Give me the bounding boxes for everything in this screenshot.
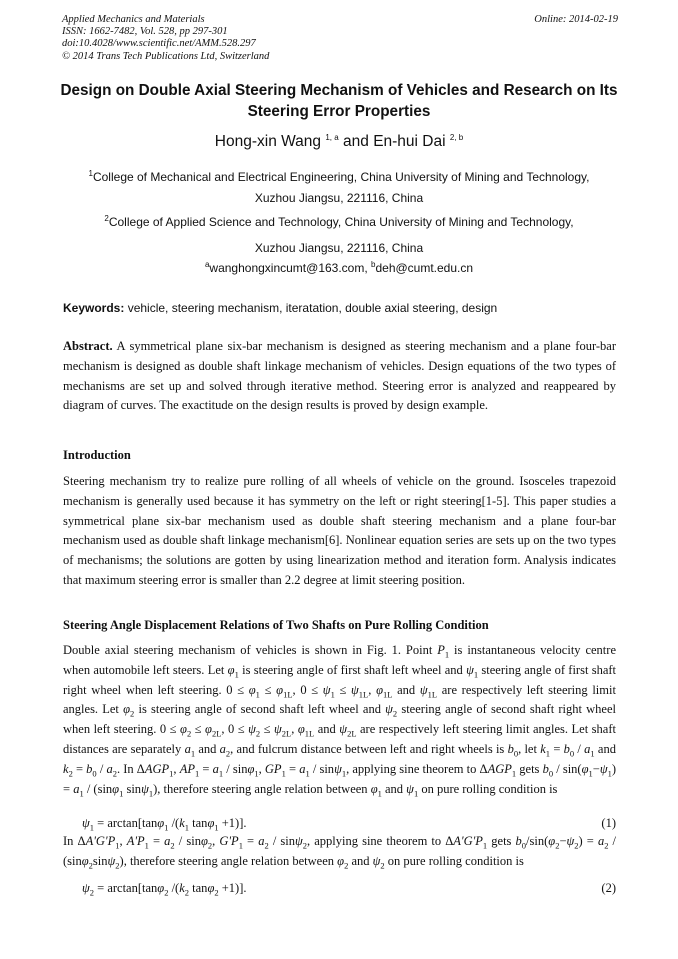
text-run: / sin — [268, 834, 295, 848]
text-run: 1L — [283, 689, 293, 700]
text-run: , — [291, 722, 298, 737]
text-run: , — [173, 761, 180, 776]
text-run: +1)]. — [218, 816, 247, 830]
text-run: ≤ — [191, 722, 206, 737]
text-run: ), therefore steering angle relation between — [153, 781, 371, 796]
text-run: a — [584, 741, 591, 756]
text-run: ψ — [107, 853, 116, 868]
text-run: ψ — [82, 816, 90, 830]
keywords — [63, 301, 618, 315]
text-run: 0 — [513, 748, 519, 759]
text-run: 2 — [115, 860, 120, 871]
text-run: is steering angle of first shaft left wheel and — [238, 662, 467, 677]
text-run: 2L — [211, 728, 222, 739]
text-run: k — [179, 816, 185, 830]
text-run: = arctan[tan — [94, 881, 158, 895]
doi-line: doi:10.4028/www.scientific.net/AMM.528.297 — [62, 38, 256, 50]
text-run: /( — [168, 881, 180, 895]
affiliation-2 — [50, 209, 628, 261]
text-run: ψ — [274, 722, 282, 737]
text-run: , 0 ≤ — [221, 722, 249, 737]
text-run: φ — [248, 682, 256, 697]
text-run: 2 — [112, 768, 117, 779]
text-run: 1 — [164, 822, 169, 833]
text-run: 2 — [302, 840, 308, 851]
paragraph-3 — [63, 832, 616, 872]
text-run: 2L — [281, 728, 292, 739]
text-run: φ — [180, 722, 187, 737]
text-run: ψ — [466, 662, 474, 677]
text-run: − — [559, 834, 567, 848]
text-run: a — [219, 741, 226, 756]
text-run: tan — [189, 881, 208, 895]
text-run: φ — [157, 881, 165, 895]
text-run: ) = — [578, 834, 598, 848]
aff1-line1: College of Mechanical and Electrical Engineering, China University of Mining and Technology, — [92, 170, 590, 184]
text-run: , 0 ≤ — [292, 682, 323, 697]
text-run: 1 — [473, 669, 479, 680]
text-run: AGP — [487, 761, 512, 776]
text-run: /sin( — [526, 834, 549, 848]
text-run: ψ — [322, 682, 331, 697]
text-run: GP — [264, 761, 282, 776]
author-2: En-hui Dai — [373, 133, 446, 150]
text-run: gets — [487, 834, 516, 848]
text-run: / sin — [223, 761, 248, 776]
text-run: ψ — [599, 761, 608, 776]
text-run: 1 — [281, 768, 286, 779]
text-run: 2 — [225, 748, 231, 759]
text-run: ψ — [339, 722, 348, 737]
text-run: / sin( — [553, 761, 582, 776]
text-run: / sin — [309, 761, 335, 776]
text-run: / — [96, 761, 107, 776]
author-2-sup: 2, b — [449, 132, 464, 142]
text-run: 1 — [545, 748, 551, 759]
text-run: a — [597, 834, 605, 848]
text-run: 2 — [130, 708, 135, 719]
text-run: 1 — [184, 822, 190, 833]
text-run: k — [540, 741, 546, 756]
text-run: A'G'P — [85, 834, 116, 848]
text-run: are respectively left steering limit angles. Let — [63, 682, 616, 717]
text-run: b — [542, 761, 549, 776]
text-run: 1 — [588, 768, 593, 779]
text-run: 1 — [341, 768, 347, 779]
text-run: / (sin — [83, 781, 113, 796]
text-run: 2 — [186, 728, 192, 739]
text-run: 2 — [392, 708, 398, 719]
text-run: 2L — [347, 728, 357, 739]
text-run: ≤ — [259, 682, 277, 697]
text-run: ≤ — [334, 682, 352, 697]
text-run: φ — [81, 853, 89, 868]
text-run: 2 — [214, 887, 219, 898]
text-run: 1 — [330, 689, 335, 700]
text-run: tan — [189, 816, 208, 830]
text-run: ψ — [566, 834, 575, 848]
text-run: 0 — [569, 748, 575, 759]
text-run: sin — [92, 853, 108, 868]
text-run: 2 — [380, 860, 385, 871]
text-run: φ — [205, 722, 212, 737]
text-run: 1 — [89, 822, 95, 833]
text-run: , — [119, 834, 127, 848]
text-run: 1 — [169, 768, 174, 779]
text-run: 2 — [89, 887, 95, 898]
text-run: φ — [376, 682, 383, 697]
text-run: ψ — [406, 781, 414, 796]
text-run: 2 — [344, 860, 349, 871]
text-run: 2 — [555, 840, 560, 851]
text-run: and — [314, 722, 340, 737]
author-1-sup: 1, a — [325, 132, 339, 142]
email-b[interactable]: deh@cumt.edu.cn — [375, 261, 474, 275]
text-run: = arctan[tan — [94, 816, 158, 830]
text-run: ) = — [63, 761, 617, 796]
text-run: φ — [337, 853, 345, 868]
text-run: Double axial steering mechanism of vehicles is shown in Fig. 1. Point — [63, 643, 438, 657]
text-run: φ — [276, 682, 284, 697]
text-run: = — [242, 834, 259, 848]
text-run: a — [73, 781, 80, 796]
text-run: 2 — [170, 840, 175, 851]
text-run: 1 — [590, 748, 595, 759]
paper-title: Design on Double Axial Steering Mechanism of Vehicles and Research on Its Steering Error Properties — [60, 82, 618, 120]
text-run: ψ — [141, 781, 149, 796]
text-run: and — [381, 781, 407, 796]
text-run: ψ — [334, 761, 342, 776]
aff1-line2: Xuzhou Jiangsu, 221116, China — [254, 191, 424, 205]
text-run: 1 — [214, 822, 219, 833]
text-run: = — [199, 761, 213, 776]
text-run: is instantaneous velocity centre when automobile left steers. Let — [63, 643, 616, 677]
text-run: 1 — [218, 768, 224, 779]
text-run: , — [368, 682, 377, 697]
text-run: AGP — [144, 761, 170, 776]
aff2-line2: Xuzhou Jiangsu, 221116, China — [254, 241, 424, 255]
text-run: /( — [168, 816, 180, 830]
text-run: 1L — [304, 728, 315, 739]
text-run: ), therefore steering angle relation between — [119, 853, 338, 868]
aff1-sup: 1 — [88, 169, 93, 178]
text-run: b — [86, 761, 93, 776]
text-run: and — [195, 741, 220, 756]
text-run: − — [592, 761, 600, 776]
text-run: φ — [207, 816, 215, 830]
text-run: +1)]. — [218, 881, 247, 895]
text-run: on pure rolling condition is — [384, 853, 524, 868]
text-run: φ — [123, 702, 131, 717]
page-header — [62, 14, 618, 63]
text-run: a — [212, 761, 219, 776]
text-run: A'G'P — [453, 834, 483, 848]
text-run: sin — [123, 781, 142, 796]
text-run: b — [515, 834, 522, 848]
equation-1-number: (1) — [601, 816, 616, 830]
author-and: and — [338, 133, 374, 150]
text-run: 2 — [574, 840, 579, 851]
journal-name: Applied Mechanics and Materials — [62, 14, 205, 25]
text-run: , — [212, 834, 220, 848]
text-run: A'P — [126, 834, 145, 848]
text-run: 2 — [255, 728, 261, 739]
text-run: ψ — [372, 853, 381, 868]
text-run: = — [72, 761, 87, 776]
text-run: 1 — [238, 840, 243, 851]
copyright-line: © 2014 Trans Tech Publications Ltd, Switzerland — [62, 50, 270, 62]
text-run: 2 — [264, 840, 269, 851]
introduction-heading: Introduction — [63, 448, 131, 462]
text-run: 1 — [194, 768, 200, 779]
text-run: , applying sine theorem to Δ — [346, 761, 488, 776]
text-run: , applying sine theorem to Δ — [307, 834, 454, 848]
text-run: ψ — [351, 682, 359, 697]
text-run: a — [106, 761, 113, 776]
text-run: 1 — [119, 788, 124, 799]
text-run: a — [258, 834, 265, 848]
text-run: 2 — [207, 840, 213, 851]
text-run: = — [550, 741, 564, 756]
text-run: k — [63, 761, 69, 776]
text-run: , let — [518, 741, 541, 756]
email-a-sup: a — [204, 260, 210, 269]
email-sep: , — [364, 261, 372, 275]
text-run: ψ — [419, 682, 428, 697]
text-run: 1 — [144, 840, 149, 851]
keywords-label: Keywords: — [63, 301, 125, 315]
text-run: 1 — [148, 788, 154, 799]
text-run: In Δ — [63, 834, 86, 848]
introduction-text: Steering mechanism try to realize pure rolling of all wheels of vehicle on the ground. Isosceles trapezoid mechanism is generally used because it has symmetry on the left or right steering[1-5]. This paper studies a symmetrical plane six-bar mechanism used as double shaft steering mechanism and a plane four-bar mechanism used as double shaft linkage mechanism[6]. Nonlinear equation series are sets up on the two types of mechanisms; the solutions are gotten by using linearization method and iteration form. Analysis indicates that maximum steering error is smaller than 2.2 degree at limit steering position. — [63, 474, 616, 587]
aff2-sup: 2 — [104, 214, 109, 223]
text-run: φ — [227, 662, 235, 677]
text-run: 1L — [382, 689, 393, 700]
text-run: and — [594, 741, 616, 756]
text-run: 1 — [79, 788, 84, 799]
text-run: = — [285, 761, 300, 776]
text-run: φ — [370, 781, 378, 796]
email-b-sup: b — [371, 260, 376, 269]
text-run: φ — [548, 834, 556, 848]
text-run: 1 — [482, 840, 488, 851]
text-run: gets — [516, 761, 543, 776]
text-run: φ — [247, 761, 255, 776]
text-run: = — [148, 834, 165, 848]
text-run: φ — [200, 834, 208, 848]
text-run: 2 — [68, 768, 73, 779]
abstract-text: A symmetrical plane six-bar mechanism is designed as steering mechanism and a plane four-bar mechanism is designed as double shaft linkage mechanism of vehicles. Design equations of the two types of mechanisms are set up and solved through iterative method. Steering error is analyzed and reappeared by diagram of curves. The exactitude on the design results is proved by design example. — [63, 339, 616, 413]
text-run: ≤ — [260, 722, 275, 737]
equation-2 — [82, 881, 616, 896]
equation-1 — [82, 816, 616, 831]
text-run: are respectively left steering limit angles. Let shaft distances are separately — [63, 722, 616, 756]
keywords-text: vehicle, steering mechanism, iteratation, double axial steering, design — [124, 301, 498, 315]
text-run: 1 — [377, 788, 382, 799]
text-run: 1 — [255, 689, 260, 700]
text-run: a — [299, 761, 306, 776]
text-run: a — [164, 834, 171, 848]
text-run: / (sin — [63, 834, 617, 868]
text-run: 1 — [607, 768, 612, 779]
email-line — [50, 258, 628, 279]
text-run: ψ — [248, 722, 256, 737]
text-run: , and fulcrum distance between left and right wheels is — [230, 741, 508, 756]
text-run: 1 — [511, 768, 517, 779]
text-run: 2 — [184, 887, 190, 898]
text-run: on pure rolling condition is — [418, 781, 558, 796]
text-run: b — [507, 741, 514, 756]
section2-heading: Steering Angle Displacement Relations of Two Shafts on Pure Rolling Condition — [63, 618, 489, 632]
text-run: 1 — [305, 768, 310, 779]
text-run: φ — [112, 781, 120, 796]
text-run: φ — [581, 761, 589, 776]
text-run: 0 — [548, 768, 554, 779]
text-run: 0 — [521, 840, 527, 851]
affiliation-1 — [50, 167, 628, 209]
text-run: 0 — [92, 768, 97, 779]
text-run: 1L — [358, 689, 369, 700]
text-run: b — [563, 741, 570, 756]
section2-text — [63, 641, 616, 799]
text-run: 2 — [88, 860, 93, 871]
text-run: φ — [157, 816, 165, 830]
text-run: k — [179, 881, 185, 895]
text-run: , — [258, 761, 265, 776]
text-run: a — [184, 741, 191, 756]
text-run: ψ — [295, 834, 303, 848]
equation-2-number: (2) — [601, 881, 616, 895]
text-run: 1 — [115, 840, 120, 851]
text-run: 1 — [254, 768, 259, 779]
online-date: Online: 2014-02-19 — [534, 14, 618, 25]
text-run: ψ — [82, 881, 90, 895]
text-run: φ — [207, 881, 215, 895]
text-run: AP — [179, 761, 195, 776]
text-run: 1L — [427, 689, 438, 700]
text-run: and — [392, 682, 420, 697]
author-1: Hong-xin Wang — [214, 133, 322, 150]
author-line — [0, 133, 678, 151]
text-run: . In Δ — [116, 761, 145, 776]
issn-line: ISSN: 1662-7482, Vol. 528, pp 297-301 — [62, 26, 228, 38]
text-run: steering angle of second shaft right wheel when left steering. 0 ≤ — [63, 702, 617, 737]
text-run: 1 — [444, 649, 450, 660]
aff2-line1: College of Applied Science and Technology, China University of Mining and Technology, — [108, 215, 574, 229]
text-run: 1 — [234, 669, 239, 680]
text-run: is steering angle of second shaft left wheel and — [134, 702, 386, 717]
text-run: steering angle of first shaft right wheel when left steering. 0 ≤ — [63, 662, 617, 697]
abstract-label: Abstract. — [63, 339, 113, 353]
text-run: G'P — [219, 834, 239, 848]
text-run: and — [348, 853, 373, 868]
text-run: φ — [297, 722, 305, 737]
text-run: 2 — [604, 840, 609, 851]
text-run: 1 — [190, 748, 196, 759]
text-run: 2 — [164, 887, 169, 898]
text-run: / — [574, 741, 585, 756]
email-a[interactable]: wanghongxincumt@163.com — [209, 261, 365, 275]
text-run: 1 — [413, 788, 419, 799]
abstract — [63, 337, 616, 416]
text-run: P — [437, 643, 445, 657]
text-run: / sin — [174, 834, 201, 848]
text-run: ψ — [385, 702, 393, 717]
